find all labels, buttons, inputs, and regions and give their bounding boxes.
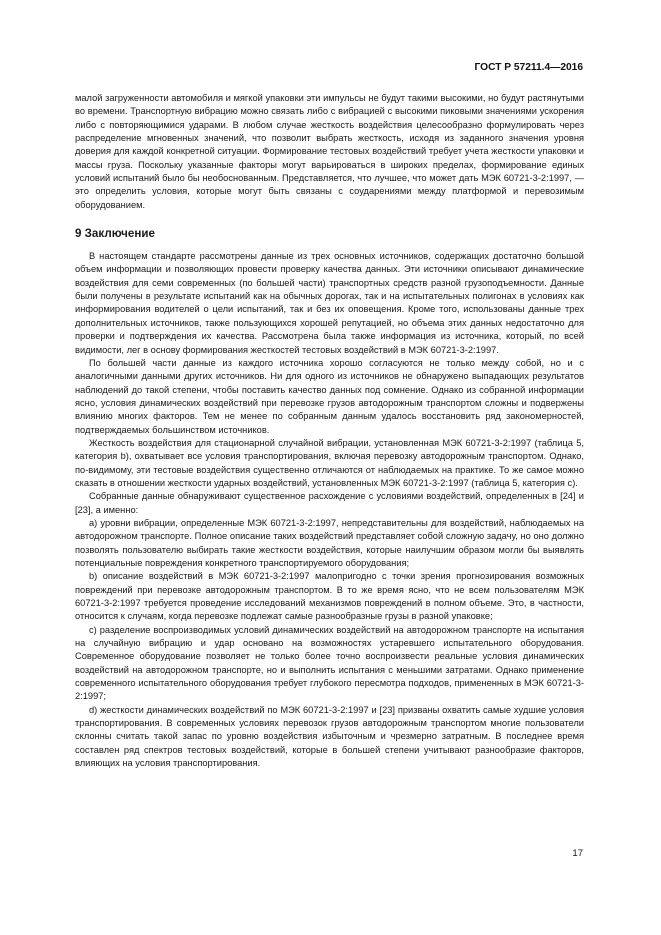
paragraph-2: По большей части данные из каждого источника хорошо согласуются не только между собой, но и с аналогичными данными других источников. Ни для одного из источников не обнаружено выпадающих результатов наблюдений до такой степени, чтобы поставить качество данных под сомнение. Однако из собранной информации ясно, условия динамических воздействий при перевозке грузов автодорожным транспортом сложны и подвержены влиянию многих факторов. Тем не менее по собранным данным удалось восстановить ряд закономерностей, подтверждаемых большинством источников. [75, 357, 584, 435]
page-number: 17 [572, 848, 583, 859]
list-item-a: а) уровни вибрации, определенные МЭК 60721-3-2:1997, непредставительны для воздействий, наблюдаемых на автодорожном транспорте. Полное описание таких воздействий представляет собой сложную задачу, но оно должно позволять пользователю выбирать такие жесткости воздействия, которые наилучшим образом могли бы выявлять потенциальные повреждения конкретного транспортируемого оборудования; [75, 517, 584, 568]
list-item-d: d) жесткости динамических воздействий по МЭК 60721-3-2:1997 и [23] призваны охватить самые худшие условия транспортирования. В современных условиях перевозок грузов автодорожным транспортом многие пользователи склонны считать такой запас по уровню воздействия избыточным и чрезмерно затратным. В последнее время составлен ряд спектров тестовых воздействий, которые в большей степени учитывают разнообразие факторов, влияющих на условия транспортирования. [75, 704, 584, 769]
paragraph-1: В настоящем стандарте рассмотрены данные из трех основных источников, содержащих достаточно большой объем информации и позволяющих провести проверку качества данных. Эти источники описывают динамические воздействия для семи современных (по большей части) транспортных средств разной грузоподъемности. Данные были получены в результате испытаний как на обычных дорогах, так и на испытательных полигонах в условиях как информирования водителей о цели испытаний, так и без их оповещения. Кроме того, использованы данные трех дополнительных источников, также пользующихся хорошей репутацией, но объема этих данных недостаточно для проверки и подтверждения их качества. Рассмотрена была также информация из источника, который, по всей видимости, лег в основу формирования жесткостей тестовых воздействий в МЭК 60721-3-2:1997. [75, 251, 584, 355]
paragraph-4: Собранные данные обнаруживают существенное расхождение с условиями воздействий, определенных в [24] и [23], а именно: [75, 491, 584, 515]
paragraph-3: Жесткость воздействия для стационарной случайной вибрации, установленная МЭК 60721-3-2:1997 (таблица 5, категория b), охватывает все условия транспортирования, включая перевозку автодорожным транспортом. Однако, по-видимому, эти тестовые воздействия существенно отличаются от наблюдаемых на практике. То же самое можно сказать в отношении жесткости ударных воздействий, установленных МЭК 60721-3-2:1997 (таблица 5, категория c). [75, 437, 584, 488]
body-text [75, 92, 584, 771]
list-item-c: c) разделение воспроизводимых условий динамических воздействий на автодорожном транспорте на испытания на случайную вибрацию и удар основано на возможностях устаревшего испытательного оборудования. Современное оборудование позволяет не только более точно воспроизвести реальные условия динамических воздействий на автодорожном транспорте, но и выполнить испытания с меньшими затратами. Однако применение современного испытательного оборудования требует глубокого пересмотра подходов, примененных в МЭК 60721-3-2:1997; [75, 624, 584, 702]
list-item-b: b) описание воздействий в МЭК 60721-3-2:1997 малопригодно с точки зрения прогнозирования возможных повреждений при перевозке автодорожным транспортом. В то же время ясно, что не всем пользователям МЭК 60721-3-2:1997 требуется проведение исследований механизмов повреждений в полном объеме. Это, в частности, относится к случаям, когда перевозке подлежат самые разнообразные грузы в разной упаковке; [75, 571, 584, 622]
continuation-paragraph: малой загруженности автомобиля и мягкой упаковки эти импульсы не будут такими высокими, но будут растянутыми во времени. Транспортную вибрацию можно связать либо с вибрацией с высокими пиковыми значениями ускорения либо с повторяющимися ударами. В любом случае жесткость воздействия целесообразно формулировать через распределение мгновенных значений, что позволит выбрать жесткость, исходя из заданного значения уровня доверия для каждой конкретной ситуации. Формирование тестовых воздействий требует учета жесткости упаковки и массы груза. Поскольку указанные факторы могут варьироваться в широких пределах, формирование единых условий испытаний было бы необоснованным. Представляется, что лучшее, что может дать МЭК 60721-3-2:1997, — это определить условия, которые могут быть связаны с соударениями между платформой и перевозимым оборудованием. [75, 93, 584, 210]
section-heading: 9 Заключение [75, 227, 155, 241]
document-code-header: ГОСТ Р 57211.4—2016 [474, 62, 583, 73]
